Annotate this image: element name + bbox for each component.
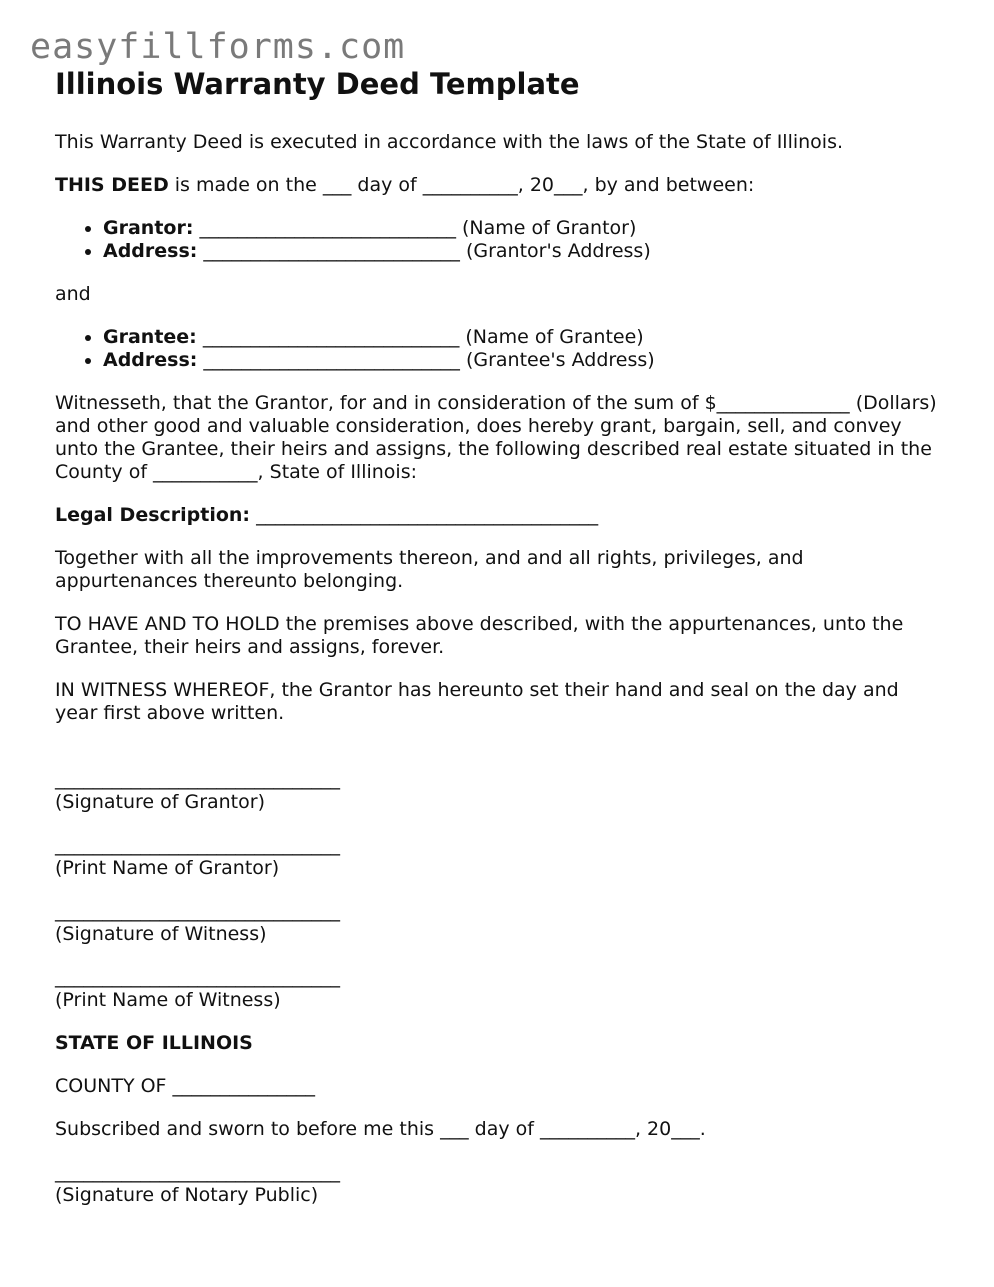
legal-description-label: Legal Description: — [55, 504, 251, 526]
list-item-grantor-address — [103, 240, 945, 263]
subscribed-line: Subscribed and sworn to before me this ___ day of __________, 20___. — [55, 1118, 706, 1140]
signature-line: ______________________________ — [55, 768, 340, 790]
deed-date-text: is made on the ___ day of __________, 20___, by and between: — [168, 174, 755, 196]
legal-description-line — [55, 504, 945, 527]
witnesseth-paragraph: Witnesseth, that the Grantor, for and in consideration of the sum of $______________ (Dollars) and other good and valuable consideration, does hereby grant, bargain, sell, and convey unto the Grantee, their heirs and assigns, the following described real estate situated in the County of ___________, State of Illinois: — [55, 392, 937, 483]
deed-lead: THIS DEED — [55, 174, 169, 196]
signature-block-grantor — [55, 768, 945, 814]
signature-block-witness-print — [55, 966, 945, 1012]
signature-line: ______________________________ — [55, 1161, 340, 1183]
signature-caption: (Signature of Grantor) — [55, 791, 265, 813]
grantor-list — [55, 217, 945, 263]
watermark: easyfillforms.com — [30, 27, 406, 67]
list-item-grantee-name — [103, 326, 945, 349]
grantee-label: Grantee: — [103, 326, 197, 348]
county-line: COUNTY OF _______________ — [55, 1075, 316, 1097]
list-item-grantor-name — [103, 217, 945, 240]
signature-line: ______________________________ — [55, 966, 340, 988]
legal-description-field: ____________________________________ — [250, 504, 599, 526]
signature-block-notary — [55, 1161, 945, 1207]
in-witness-paragraph: IN WITNESS WHEREOF, the Grantor has hereunto set their hand and seal on the day and year first above written. — [55, 679, 899, 724]
spacer — [55, 745, 945, 768]
document-page — [55, 66, 945, 1227]
grantee-name-field: ___________________________ (Name of Grantee) — [196, 326, 644, 348]
grantor-name-field: ___________________________ (Name of Grantor) — [193, 217, 637, 239]
state-heading: STATE OF ILLINOIS — [55, 1032, 253, 1054]
signature-line: ______________________________ — [55, 900, 340, 922]
page-title: Illinois Warranty Deed Template — [55, 67, 580, 101]
grantor-label: Grantor: — [103, 217, 194, 239]
signature-caption: (Print Name of Witness) — [55, 989, 281, 1011]
list-item-grantee-address — [103, 349, 945, 372]
signature-caption: (Signature of Notary Public) — [55, 1184, 319, 1206]
to-have-paragraph: TO HAVE AND TO HOLD the premises above described, with the appurtenances, unto the Grantee, their heirs and assigns, forever. — [55, 613, 904, 658]
signature-block-grantor-print — [55, 834, 945, 880]
grantee-address-label: Address: — [103, 349, 198, 371]
signature-caption: (Signature of Witness) — [55, 923, 267, 945]
grantor-address-field: ___________________________ (Grantor's Address) — [197, 240, 651, 262]
signature-caption: (Print Name of Grantor) — [55, 857, 280, 879]
signature-block-witness — [55, 900, 945, 946]
and-text: and — [55, 283, 91, 305]
grantor-address-label: Address: — [103, 240, 198, 262]
signature-line: ______________________________ — [55, 834, 340, 856]
grantee-list — [55, 326, 945, 372]
deed-date-line — [55, 174, 945, 197]
together-paragraph: Together with all the improvements thereon, and and all rights, privileges, and appurtenances thereunto belonging. — [55, 547, 804, 592]
grantee-address-field: ___________________________ (Grantee's Address) — [197, 349, 655, 371]
intro-paragraph: This Warranty Deed is executed in accordance with the laws of the State of Illinois. — [55, 131, 844, 153]
